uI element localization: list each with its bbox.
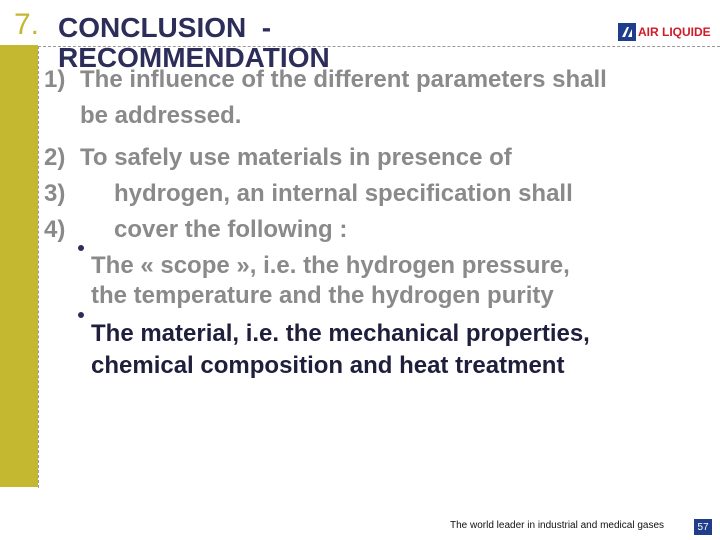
air-liquide-logo-icon [618, 23, 636, 41]
page-number: 57 [694, 519, 712, 535]
item-3-marker: 3) [44, 180, 66, 207]
bullet-2-dot [78, 312, 84, 318]
bullet-1-line-2: the temperature and the hydrogen purity [91, 282, 554, 309]
logo-text: AIR LIQUIDE [638, 25, 711, 39]
item-4-line-1: cover the following : [114, 216, 348, 243]
item-1-marker: 1) [44, 66, 66, 93]
left-divider [38, 46, 39, 488]
slide-title-line1: CONCLUSION - [58, 12, 272, 43]
item-1-line-2: be addressed. [80, 102, 242, 129]
bullet-2-line-2: chemical composition and heat treatment [91, 352, 565, 379]
item-1-line-1: The influence of the different parameters shall [80, 66, 607, 93]
bullet-1-line-1: The « scope », i.e. the hydrogen pressure, [91, 252, 570, 279]
air-liquide-logo [618, 21, 712, 43]
item-3-line-1: hydrogen, an internal specification shall [114, 180, 573, 207]
slide-title [58, 13, 330, 73]
footer-tagline: The world leader in industrial and medical gases [450, 520, 665, 531]
section-number: 7. [14, 8, 40, 41]
item-2-line-1: To safely use materials in presence of [80, 144, 512, 171]
bullet-2-line-1: The material, i.e. the mechanical properties, [91, 320, 590, 347]
slide-title-line2: RECOMMENDATION [58, 42, 330, 73]
item-4-marker: 4) [44, 216, 66, 243]
bullet-1-dot [78, 245, 84, 251]
item-2-marker: 2) [44, 144, 66, 171]
left-accent-bar [0, 45, 38, 487]
